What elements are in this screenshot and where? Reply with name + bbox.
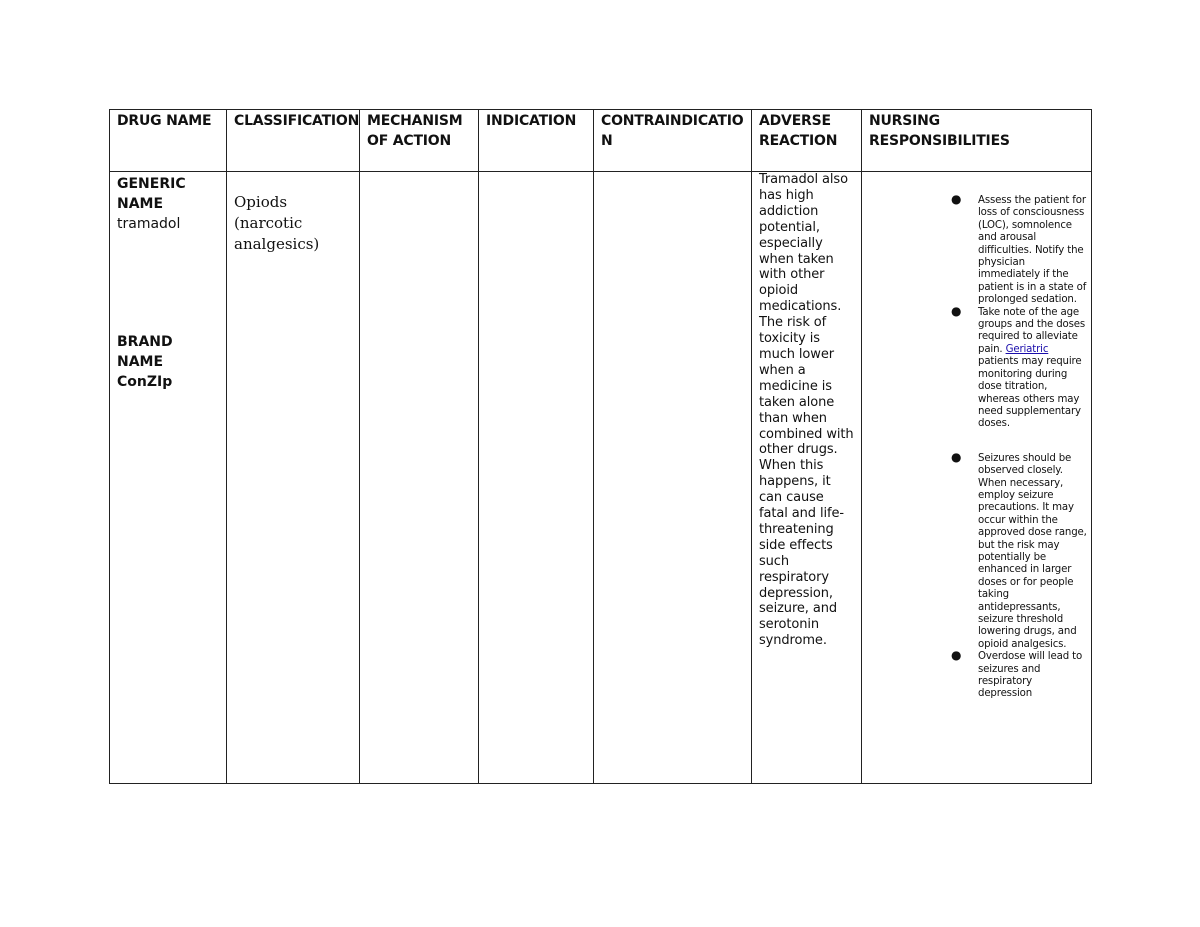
indication-cell xyxy=(479,172,594,784)
geriatric-link[interactable]: Geriatric xyxy=(1005,343,1049,355)
generic-name-value: tramadol xyxy=(117,216,181,232)
bullet-icon: ● xyxy=(951,449,962,464)
header-contraindication: CONTRAINDICATION xyxy=(594,110,752,172)
list-item xyxy=(862,449,1087,652)
classification-cell: Opiods (narcotic analgesics) xyxy=(227,172,360,784)
generic-name-label: GENERIC NAME xyxy=(117,176,186,212)
bullet-icon: ● xyxy=(951,648,962,663)
nursing-item-text: Assess the patient for loss of consciousness (LOC), somnolence and arousal difficulties. Notify the physician immediately if the patient is in a state of prolonged sedation. xyxy=(978,195,1087,306)
nursing-item-text: Seizures should be observed closely. When necessary, employ seizure precautions. It may occur within the approved dose range, but the risk may potentially be enhanced in larger doses or for people taking antidepressants, seizure threshold lowering drugs, and opioid analgesics. xyxy=(978,452,1087,650)
nursing-list xyxy=(862,192,1087,701)
adverse-reaction-cell: Tramadol also has high addiction potential, especially when taken with other opioid medications. The risk of toxicity is much lower when a medicine is taken alone than when combined with other drugs. When this happens, it can cause fatal and life-threatening side effects such respiratory depression, seizure, and serotonin syndrome. xyxy=(752,172,862,784)
nursing-item-text: Overdose will lead to seizures and respiratory depression xyxy=(978,651,1083,700)
drug-name-cell xyxy=(110,172,227,784)
list-item xyxy=(862,303,1087,431)
header-classification: CLASSIFICATION xyxy=(227,110,360,172)
header-row xyxy=(110,110,1092,172)
brand-name-value: ConZIp xyxy=(117,374,173,390)
header-drug-name: DRUG NAME xyxy=(110,110,227,172)
header-nursing: NURSING RESPONSIBILITIES xyxy=(862,110,1092,172)
header-adverse-reaction: ADVERSE REACTION xyxy=(752,110,862,172)
nursing-item-text-after: patients may require monitoring during dose titration, whereas others may need supplementary doses. xyxy=(978,356,1082,430)
nursing-cell xyxy=(862,172,1092,784)
drug-card-table xyxy=(109,109,1092,784)
brand-name-label: BRAND NAME xyxy=(117,334,173,370)
brand-block xyxy=(117,332,220,392)
header-indication: INDICATION xyxy=(479,110,594,172)
nursing-item-text-before: Take note of the age groups and the doses required to alleviate pain. xyxy=(978,306,1086,355)
bullet-icon: ● xyxy=(951,303,962,318)
header-mechanism: MECHANISM OF ACTION xyxy=(360,110,479,172)
bullet-icon: ● xyxy=(951,192,962,206)
drug-row xyxy=(110,172,1092,784)
mechanism-cell xyxy=(360,172,479,784)
list-item xyxy=(862,192,1087,307)
list-item xyxy=(862,648,1087,701)
contraindication-cell xyxy=(594,172,752,784)
